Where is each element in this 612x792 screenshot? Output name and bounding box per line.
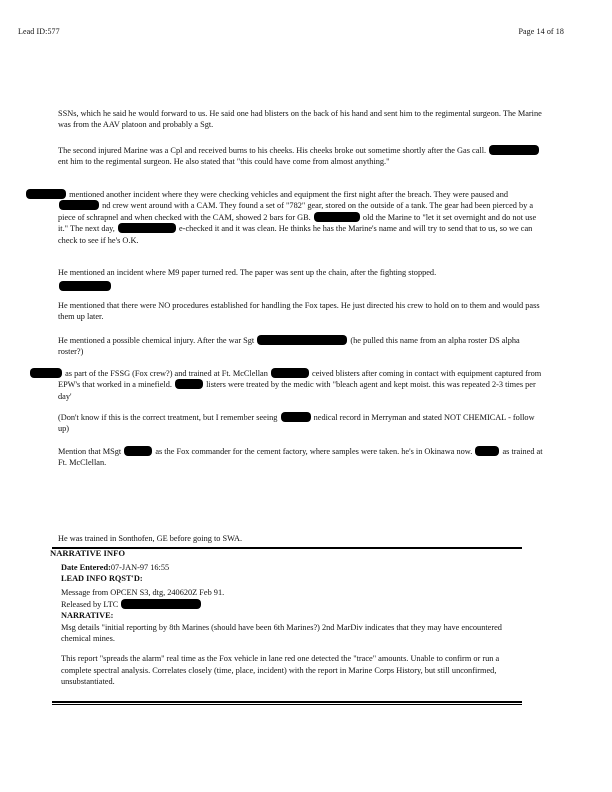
paragraph-fox-tapes xyxy=(58,300,546,323)
redaction-mark xyxy=(121,599,201,609)
paragraph-text: ceived blisters after coming in contact with equipment captured from EPW's that worked in a minefield. xyxy=(58,369,542,390)
redaction-mark xyxy=(475,446,499,456)
paragraph-cam-incident xyxy=(58,189,546,246)
redaction-mark xyxy=(489,145,539,155)
paragraph-second-marine xyxy=(58,145,546,168)
redaction-mark xyxy=(59,281,111,291)
paragraph-text: as trained at Ft. McClellan. xyxy=(58,447,543,468)
paragraph-text: nd crew went around with a CAM. They found a set of "782" gear, stored on the outside of a tank. The gear had been pierced by a piece of schrapnel and when checked with the CAM, showed 2 bars for GB. xyxy=(58,201,534,222)
paragraph-text: He mentioned an incident where M9 paper turned red. The paper was sent up the chain, after the fighting stopped. xyxy=(58,268,437,277)
paragraph-text: ent him to the regimental surgeon. He also stated that "this could have come from almost anything." xyxy=(58,157,390,167)
redaction-mark xyxy=(175,379,203,389)
released-by-line: Released by LTC xyxy=(61,599,119,609)
paragraph-text: as part of the FSSG (Fox crew?) and trained at Ft. McClellan xyxy=(65,369,268,378)
narrative-info-heading: NARRATIVE INFO xyxy=(50,548,126,558)
redaction-mark xyxy=(281,412,311,422)
paragraph-text: e-checked it and it was clean. He thinks he has the Marine's name and will try to send that to us, so we can check to see if he's O.K. xyxy=(58,224,533,245)
narrative-paragraph: This report "spreads the alarm" real time as the Fox vehicle in lane red one detected the "trace" amounts. Unable to confirm or run a complete spectral analysis. Correlates closely (time, place, incident) with the report in Marine Corps History, but still unconfirmed, unsubstantiated. xyxy=(61,654,500,686)
narrative-paragraph: Msg details "initial reporting by 8th Marines (should have been 6th Marines?) 2nd MarDiv indicates that they may have encountered chemical mines. xyxy=(61,623,502,644)
section-divider xyxy=(52,701,522,703)
paragraph-text: (Don't know if this is the correct treatment, but I remember seeing xyxy=(58,413,278,422)
paragraph-text: He mentioned a possible chemical injury. After the war Sgt xyxy=(58,336,255,345)
narrative-section xyxy=(61,562,531,687)
paragraph-text: He mentioned that there were NO procedures established for handling the Fox tapes. He just directed his crew to hold on to them and would pass them up later. xyxy=(58,301,540,322)
redaction-mark xyxy=(30,368,62,378)
paragraph-text: Mention that MSgt xyxy=(58,447,122,456)
paragraph-chemical-injury xyxy=(58,335,546,358)
lead-info-heading: LEAD INFO RQST'D: xyxy=(61,574,143,584)
paragraph-text: old the Marine to "let it set overnight and do not use it." The next day, xyxy=(58,212,537,234)
paragraph-text: mentioned another incident where they were checking vehicles and equipment the first night after the breach. They were paused and xyxy=(69,190,509,199)
paragraph-text: The second injured Marine was a Cpl and received burns to his cheeks. His cheeks broke out sometime shortly after the Gas call. xyxy=(58,146,487,155)
paragraph-text: (he pulled this name from an alpha roster DS alpha roster?) xyxy=(58,336,520,357)
paragraph-ssns xyxy=(58,108,546,131)
lead-id: Lead ID:577 xyxy=(18,27,60,36)
paragraph-text: nedical record in Merryman and stated NOT CHEMICAL - follow up) xyxy=(58,413,535,434)
paragraph-m9-paper xyxy=(58,267,546,293)
paragraph-fox-commander xyxy=(58,446,546,469)
redaction-mark xyxy=(118,223,176,233)
paragraph-sonthofen xyxy=(58,533,546,544)
narrative-heading: NARRATIVE: xyxy=(61,610,114,620)
paragraph-text: as the Fox commander for the cement factory, where samples were taken. he's in Okinawa now. xyxy=(155,447,473,456)
redaction-mark xyxy=(314,212,360,222)
paragraph-treatment-note xyxy=(58,412,546,435)
paragraph-fssg xyxy=(58,368,546,402)
paragraph-text: SSNs, which he said he would forward to us. He said one had blisters on the back of his hand and sent him to the regimental surgeon. The Marine was from the AAV platoon and probably a Sgt. xyxy=(58,109,542,130)
redaction-mark xyxy=(59,200,99,210)
redaction-mark xyxy=(124,446,152,456)
paragraph-text: listers were treated by the medic with "bleach agent and kept moist. this was repeated 2-3 times per day' xyxy=(58,380,536,401)
redaction-mark xyxy=(271,368,309,378)
redaction-mark xyxy=(257,335,347,345)
message-line: Message from OPCEN S3, dtg, 240620Z Feb 91. xyxy=(61,588,225,598)
date-entered-value: 07-JAN-97 16:55 xyxy=(110,563,170,572)
paragraph-text: He was trained in Sonthofen, GE before going to SWA. xyxy=(58,534,243,543)
page-number: Page 14 of 18 xyxy=(518,27,564,36)
section-divider xyxy=(52,704,522,705)
date-entered-label: Date Entered: xyxy=(61,563,111,572)
redaction-mark xyxy=(26,189,66,199)
